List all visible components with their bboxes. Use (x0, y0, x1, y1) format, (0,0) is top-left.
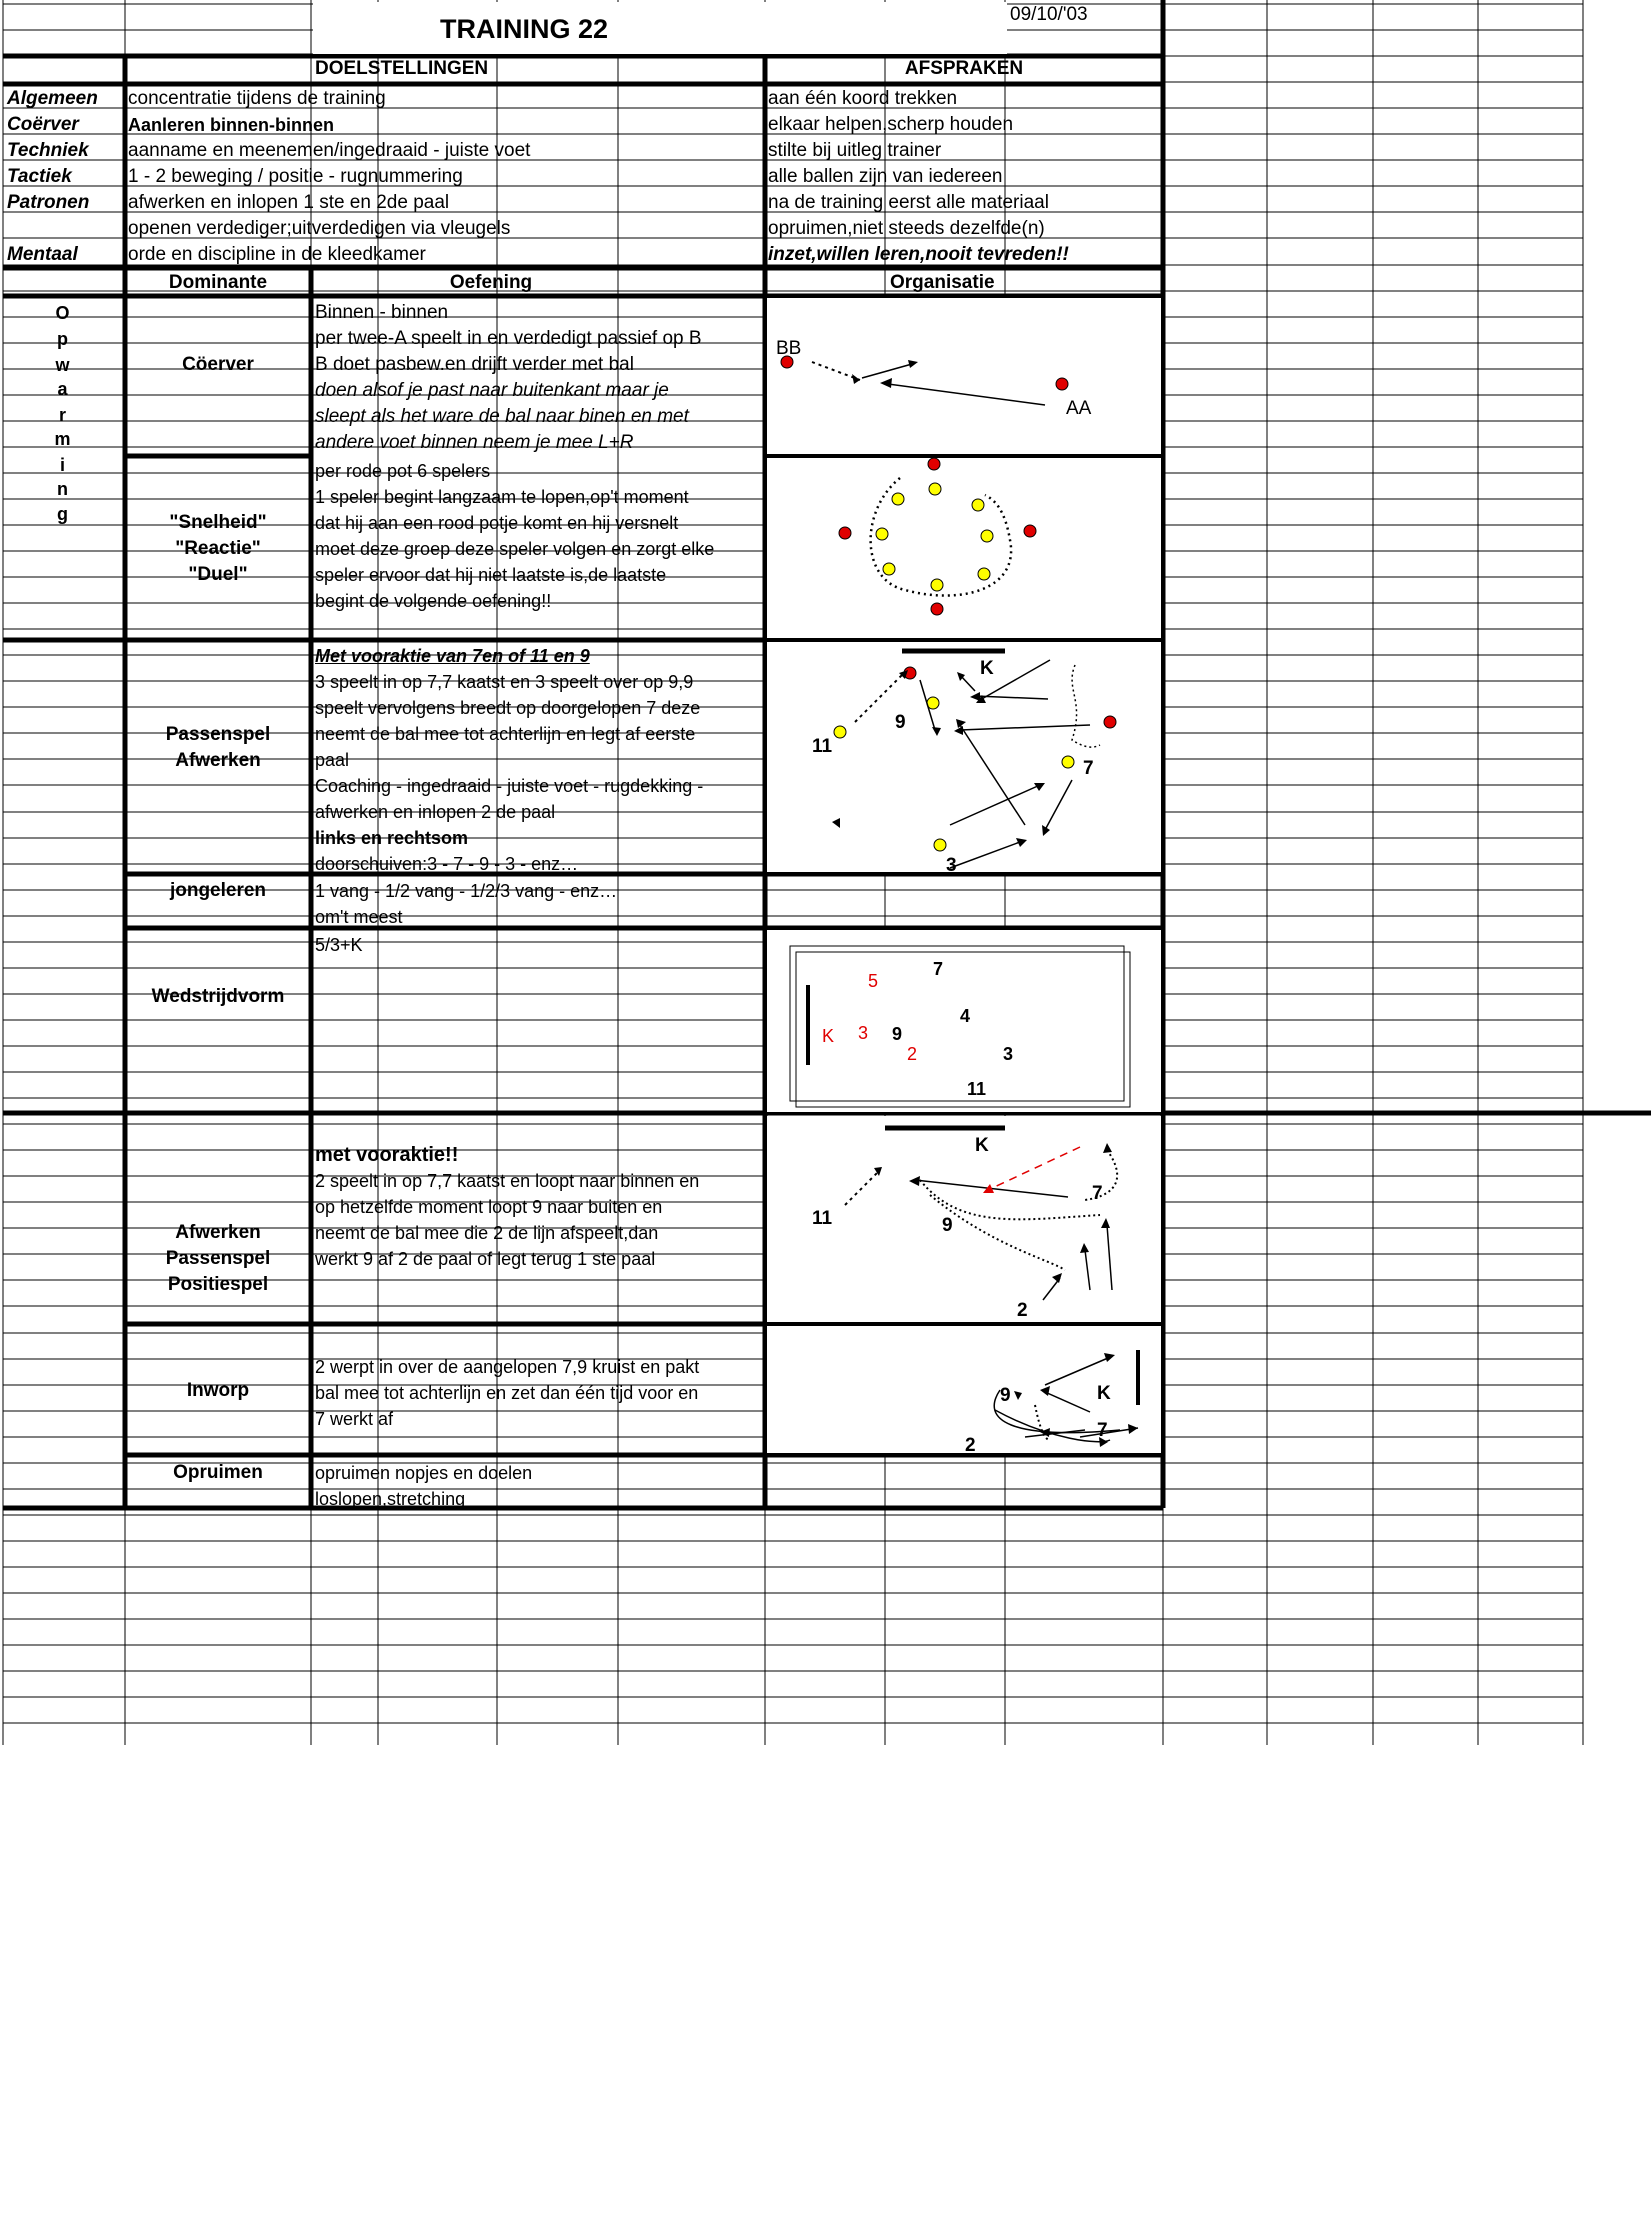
agreement-text: elkaar helpen,scherp houden (768, 114, 1014, 135)
exercise-line: 1 speler begint langzaam te lopen,op't moment (315, 487, 689, 507)
player-label-7: 7 (1083, 758, 1094, 779)
dominante-label: "Snelheid" (169, 512, 267, 533)
field-label: 9 (892, 1024, 903, 1044)
goal-text: Aanleren binnen-binnen (128, 115, 335, 135)
exercise-line: 2 werpt in over de aangelopen 7,9 kruist en pakt (315, 1357, 700, 1377)
goal-text: concentratie tijdens de training (128, 88, 386, 109)
exercise-line: 3 speelt in op 7,7 kaatst en 3 speelt over op 9,9 (315, 672, 694, 692)
field-label: 3 (1003, 1044, 1014, 1064)
exercise-line: opruimen nopjes en doelen (315, 1463, 533, 1483)
dominante-label: Cöerver (182, 354, 254, 375)
player-label-a: AA (1066, 398, 1092, 419)
dominante-label: Positiespel (167, 1274, 269, 1295)
goal-text: aanname en meenemen/ingedraaid - juiste voet (128, 140, 531, 161)
dominante-header: Dominante (168, 272, 268, 293)
opwarming-letter: i (59, 455, 65, 475)
opwarming-letter: O (55, 303, 70, 323)
field-label: 3 (858, 1023, 869, 1043)
exercise-line: 1 vang - 1/2 vang - 1/2/3 vang - enz… (315, 881, 618, 901)
field-label: K (822, 1026, 835, 1046)
agreement-text: inzet,willen leren,nooit tevreden!! (768, 244, 1069, 265)
dominante-label: Wedstrijdvorm (151, 986, 285, 1007)
player-label-9: 9 (1000, 1385, 1011, 1406)
agreement-text: aan één koord trekken (768, 88, 958, 109)
agreement-text: alle ballen zijn van iedereen (768, 166, 1003, 187)
exercise-line: doen alsof je past naar buitenkant maar je (315, 380, 669, 401)
exercise-line: neemt de bal mee die 2 de lijn afspeelt,dan (315, 1223, 659, 1243)
goal-label: Mentaal (7, 244, 78, 265)
page-title: TRAINING 22 (440, 14, 609, 44)
player-label-9: 9 (942, 1215, 953, 1236)
exercise-line: op hetzelfde moment loopt 9 naar buiten en (315, 1197, 663, 1217)
exercise-line: begint de volgende oefening!! (315, 591, 552, 611)
player-label-k: K (975, 1135, 989, 1156)
goal-label: Tactiek (7, 166, 72, 187)
field-label: 7 (933, 959, 944, 979)
exercise-line: bal mee tot achterlijn en zet dan één tijd voor en (315, 1383, 699, 1403)
field-label: 5 (868, 971, 879, 991)
field-label: 11 (967, 1079, 987, 1099)
exercise-line: met vooraktie!! (315, 1144, 459, 1166)
opwarming-letter: p (57, 329, 68, 349)
agreement-text: na de training eerst alle materiaal (768, 192, 1049, 213)
agreement-text: opruimen,niet steeds dezelfde(n) (768, 218, 1045, 239)
dominante-label: Afwerken (175, 1222, 261, 1243)
player-label-k: K (1097, 1383, 1111, 1404)
opwarming-letter: r (58, 405, 66, 425)
exercise-line: 7 werkt af (315, 1409, 394, 1429)
exercise-line: afwerken en inlopen 2 de paal (315, 802, 556, 822)
exercise-line: per rode pot 6 spelers (315, 461, 491, 481)
goal-label: Patronen (7, 192, 90, 213)
player-label-b: BB (776, 338, 802, 359)
exercise-line: 5/3+K (315, 935, 363, 955)
goal-label: Algemeen (7, 88, 98, 109)
dominante-label: Opruimen (173, 1462, 263, 1483)
date-label: 09/10/'03 (1010, 4, 1088, 25)
exercise-line: links en rechtsom (315, 828, 469, 848)
player-label-7: 7 (1097, 1420, 1108, 1441)
exercise-line: moet deze groep deze speler volgen en zorgt elke (315, 539, 715, 559)
opwarming-letter: a (57, 379, 68, 399)
player-label-11: 11 (812, 736, 833, 757)
dominante-label: "Duel" (188, 564, 248, 585)
player-label-7: 7 (1092, 1183, 1103, 1204)
exercise-line: Binnen - binnen (315, 302, 449, 323)
exercise-line: loslopen,stretching (315, 1489, 466, 1509)
player-label-k: K (980, 658, 994, 679)
exercise-line: speler ervoor dat hij niet laatste is,de laatste (315, 565, 667, 585)
doelstellingen-header: DOELSTELLINGEN (315, 58, 489, 79)
exercise-line: andere voet binnen neem je mee L+R (315, 432, 634, 453)
exercise-line: paal (315, 750, 350, 770)
field-label: 4 (960, 1006, 971, 1026)
opwarming-letter: m (54, 429, 71, 449)
dominante-label: Afwerken (175, 750, 261, 771)
afspraken-header: AFSPRAKEN (904, 58, 1024, 79)
goal-text: afwerken en inlopen 1 ste en 2de paal (128, 192, 450, 213)
dominante-label: Passenspel (165, 1248, 271, 1269)
dominante-label: Inworp (186, 1380, 250, 1401)
field-label: 2 (907, 1044, 918, 1064)
exercise-line: dat hij aan een rood potje komt en hij versnelt (315, 513, 679, 533)
player-label-3: 3 (946, 855, 957, 876)
player-label-9: 9 (895, 712, 906, 733)
exercise-line: Met vooraktie van 7en of 11 en 9 (315, 646, 590, 666)
player-label-11: 11 (812, 1208, 833, 1229)
exercise-line: Coaching - ingedraaid - juiste voet - rugdekking - (315, 776, 704, 796)
opwarming-letter: n (57, 479, 68, 499)
dominante-label: jongeleren (169, 880, 267, 901)
opwarming-letter: w (55, 355, 70, 375)
exercise-line: om't meest (315, 907, 403, 927)
dominante-label: "Reactie" (175, 538, 261, 559)
player-label-2: 2 (1017, 1300, 1028, 1321)
oefening-header: Oefening (449, 272, 533, 293)
exercise-line: sleept als het ware de bal naar binen en met (315, 406, 689, 427)
dominante-label: Passenspel (165, 724, 271, 745)
exercise-line: werkt 9 af 2 de paal of legt terug 1 ste paal (315, 1249, 656, 1269)
goal-text: 1 - 2 beweging / positie - rugnummering (128, 166, 463, 187)
agreement-text: stilte bij uitleg trainer (768, 140, 942, 161)
goal-text: orde en discipline in de kleedkamer (128, 244, 426, 265)
exercise-line: neemt de bal mee tot achterlijn en legt af eerste (315, 724, 696, 744)
exercise-line: doorschuiven:3 - 7 - 9 - 3 - enz… (315, 854, 579, 874)
organisatie-header: Organisatie (890, 272, 995, 293)
exercise-line: speelt vervolgens breedt op doorgelopen 7 deze (315, 698, 701, 718)
exercise-line: per twee-A speelt in en verdedigt passief op B (315, 328, 702, 349)
goal-label: Coërver (7, 114, 79, 135)
player-label-2: 2 (965, 1435, 976, 1456)
exercise-line: B doet pasbew.en drijft verder met bal (315, 354, 634, 375)
goal-text: openen verdediger;uitverdedigen via vleugels (128, 218, 511, 239)
exercise-line: 2 speelt in op 7,7 kaatst en loopt naar binnen en (315, 1171, 700, 1191)
opwarming-letter: g (57, 504, 68, 524)
goal-label: Techniek (7, 140, 89, 161)
